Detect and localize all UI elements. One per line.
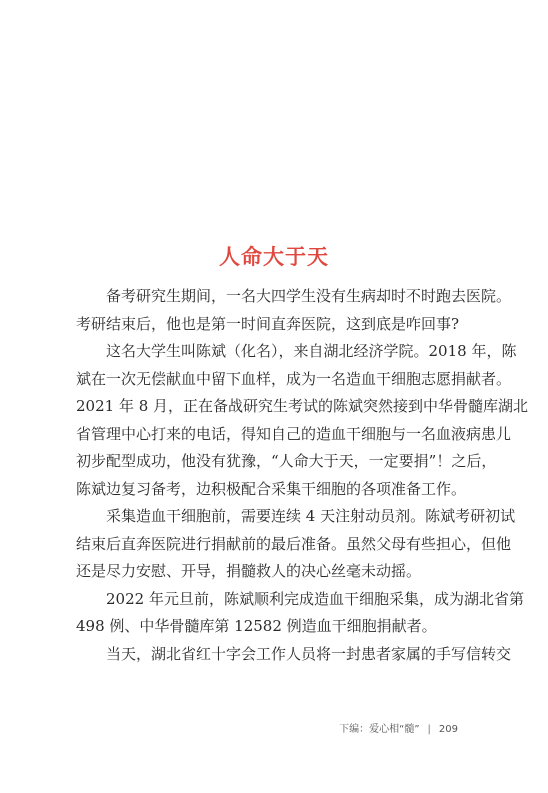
text-line: 考研结束后，他也是第一时间直奔医院，这到底是咋回事? (76, 314, 460, 333)
text-line: 斌在一次无偿献血中留下血样，成为一名造血干细胞志愿捐献者。 (76, 369, 512, 388)
paragraph-2 (76, 338, 529, 503)
text-line: 还是尽力安慰、开导，捐髓救人的决心丝毫未动摇。 (76, 562, 422, 580)
running-header-section: 下编：爱心相“髓” (339, 724, 420, 735)
paragraph-3 (76, 503, 516, 586)
text-line: 结束后直奔医院进行捐献前的最后准备。虽然父母有些担心，但他 (76, 534, 512, 553)
page-footer (339, 720, 458, 735)
text-line: 初步配型成功，他没有犹豫，“人命大于天，一定要捐”！之后， (76, 452, 497, 470)
article-body (76, 283, 529, 668)
paragraph-4 (76, 586, 524, 641)
text-line: 当天，湖北省红十字会工作人员将一封患者家属的手写信转交 (106, 644, 512, 663)
text-line: 陈斌边复习备考，边积极配合采集干细胞的各项准备工作。 (76, 479, 467, 498)
text-line: 2022 年元旦前，陈斌顺利完成造血干细胞采集，成为湖北省第 (106, 589, 524, 608)
page-number: 209 (438, 724, 458, 735)
text-line: 2021 年 8 月，正在备战研究生考试的陈斌突然接到中华骨髓库湖北 (76, 397, 529, 415)
paragraph-1 (76, 283, 512, 338)
text-line: 这名大学生叫陈斌（化名），来自湖北经济学院。2018 年，陈 (106, 342, 517, 360)
text-line: 省管理中心打来的电话，得知自己的造血干细胞与一名血液病患儿 (76, 424, 512, 443)
text-line: 采集造血干细胞前，需要连续 4 天注射动员剂。陈斌考研初试 (106, 507, 516, 525)
footer-separator: | (427, 724, 431, 735)
text-line: 备考研究生期间，一名大四学生没有生病却时不时跑去医院。 (106, 287, 512, 305)
paragraph-5 (76, 641, 512, 669)
article-title: 人命大于天 (219, 245, 329, 270)
text-line: 498 例、中华骨髓库第 12582 例造血干细胞捐献者。 (76, 617, 437, 635)
